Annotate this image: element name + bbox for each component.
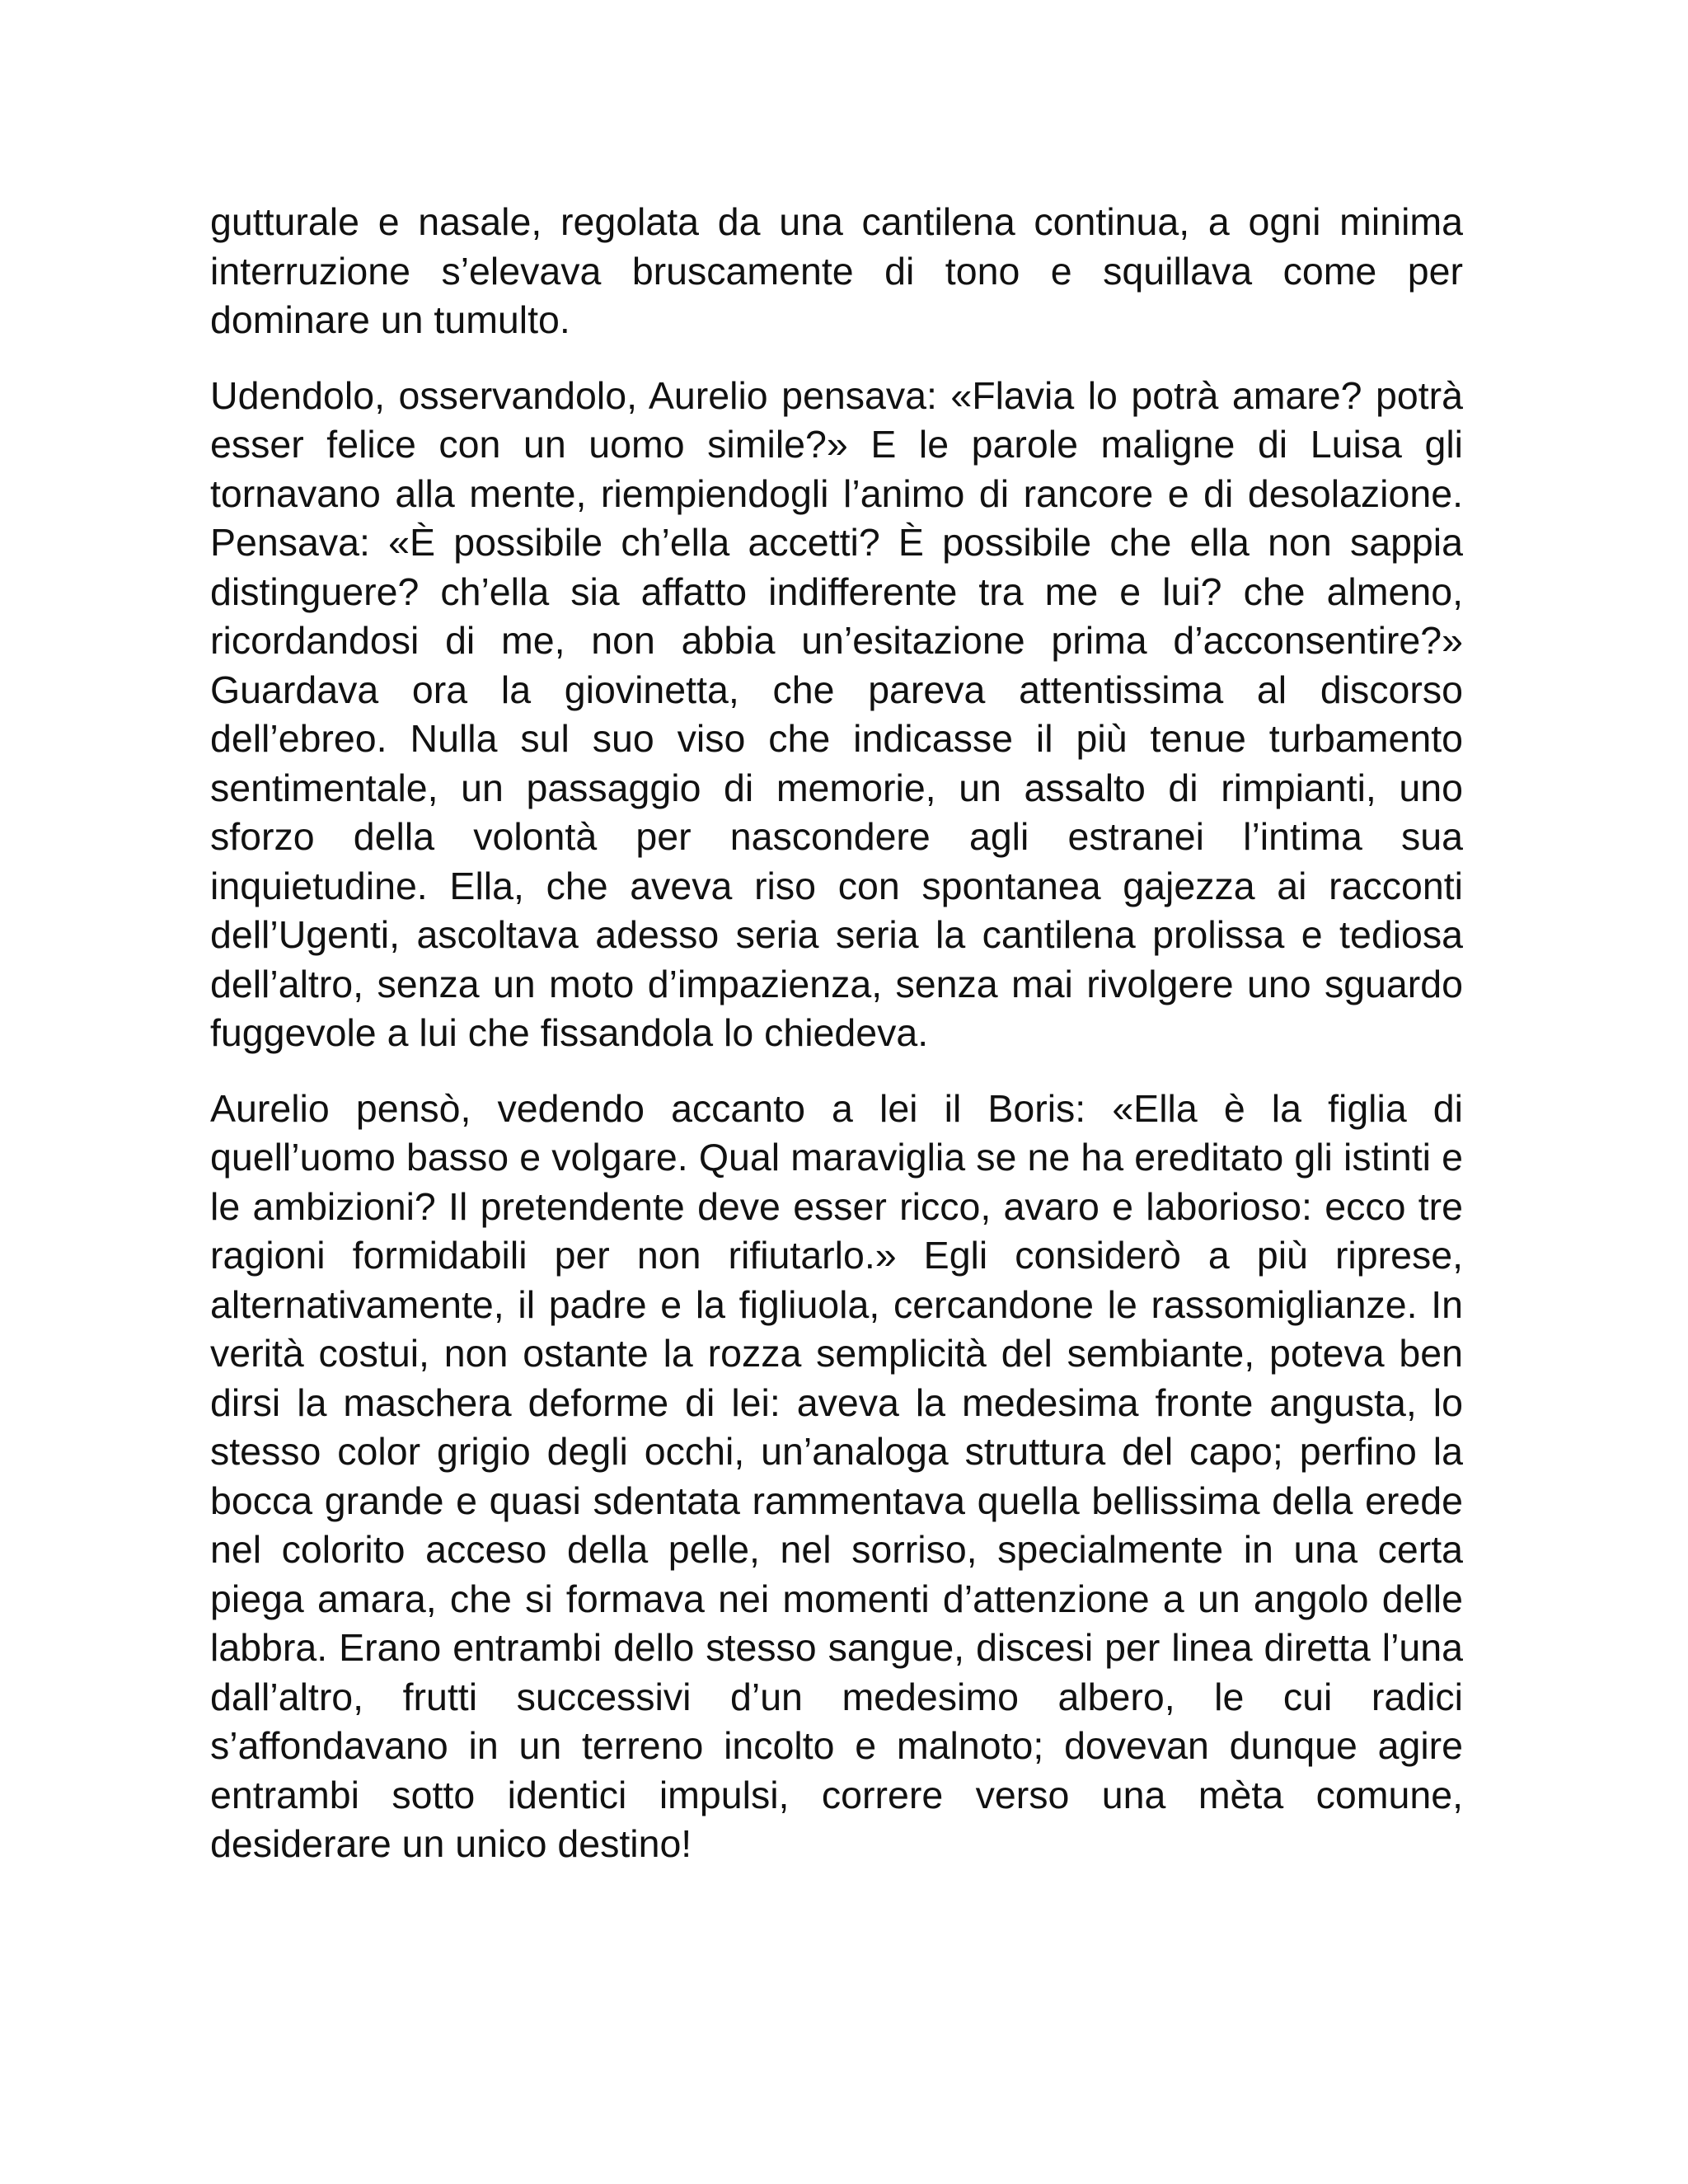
body-text (210, 198, 1463, 1896)
paragraph-1: gutturale e nasale, regolata da una cantilena continua, a ogni minima interruzione s’elevava bruscamente di tono e squillava come per dominare un tumulto. (210, 200, 1463, 341)
paragraph-3: Aurelio pensò, vedendo accanto a lei il Boris: «Ella è la figlia di quell’uomo basso e volgare. Qual maraviglia se ne ha ereditato gli istinti e le ambizioni? Il pretendente deve esser ricco, avaro e laborioso: ecco tre ragioni formidabili per non rifiutarlo.» Egli considerò a più riprese, alternativamente, il padre e la figliuola, cercandone le rassomiglianze. In verità costui, non ostante la rozza semplicità del sembiante, poteva ben dirsi la maschera deforme di lei: aveva la medesima fronte angusta, lo stesso color grigio degli occhi, un’analoga struttura del capo; perfino la bocca grande e quasi sdentata rammentava quella bellissima della erede nel colorito acceso della pelle, nel sorriso, specialmente in una certa piega amara, che si formava nei momenti d’attenzione a un angolo delle labbra. Erano entrambi dello stesso sangue, discesi per linea diretta l’una dall’altro, frutti successivi d’un medesimo albero, le cui radici s’affondavano in un terreno incolto e malnoto; dovevan dunque agire entrambi sotto identici impulsi, correre verso una mèta comune, desiderare un unico destino! (210, 1086, 1463, 1865)
paragraph-2: Udendolo, osservandolo, Aurelio pensava: «Flavia lo potrà amare? potrà esser felice con un uomo simile?» E le parole maligne di Luisa gli tornavano alla mente, riempiendogli l’animo di rancore e di desolazione. Pensava: «È possibile ch’ella accetti? È possibile che ella non sappia distinguere? ch’ella sia affatto indifferente tra me e lui? che almeno, ricordandosi di me, non abbia un’esitazione prima d’acconsentire?» Guardava ora la giovinetta, che pareva attentissima al discorso dell’ebreo. Nulla sul suo viso che indicasse il più tenue turbamento sentimentale, un passaggio di memorie, un assalto di rimpianti, uno sforzo della volontà per nascondere agli estranei l’intima sua inquietudine. Ella, che aveva riso con spontanea gajezza ai racconti dell’Ugenti, ascoltava adesso seria seria la cantilena prolissa e tediosa dell’altro, senza un moto d’impazienza, senza mai rivolgere uno sguardo fuggevole a lui che fissandola lo chiedeva. (210, 373, 1463, 1054)
